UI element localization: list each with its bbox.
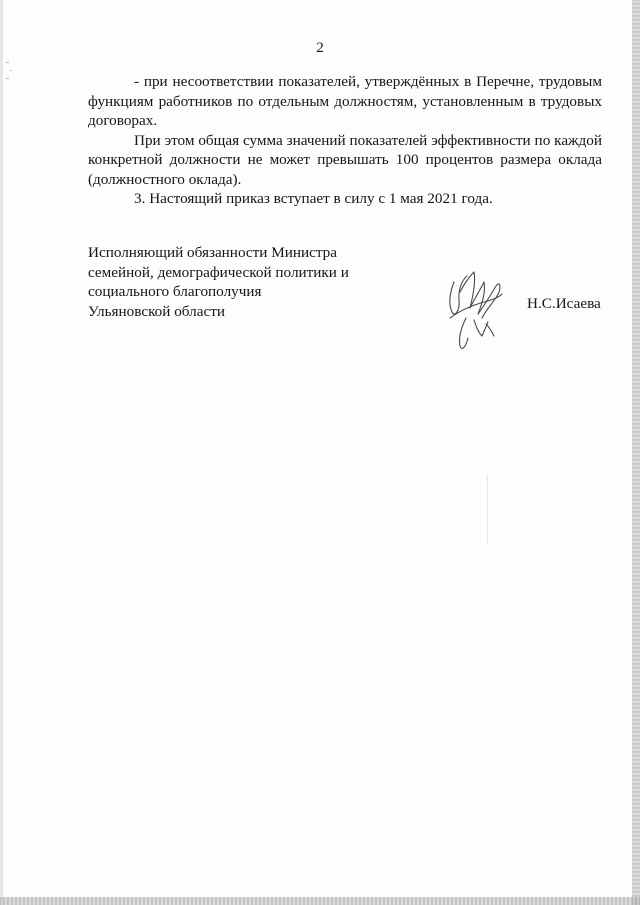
scan-edge-left [0, 0, 3, 905]
signatory-position-line: социального благополучия [88, 283, 262, 300]
signatory-position [88, 243, 408, 321]
signatory-position-line: семейной, демографической политики и [88, 263, 349, 281]
body-text [88, 72, 602, 209]
signatory-position-line: Исполняющий обязанности Министра [88, 244, 337, 261]
scan-speck [487, 475, 488, 545]
scan-speck [10, 70, 12, 71]
scan-edge-bottom [0, 897, 640, 905]
signatory-name: Н.С.Исаева [527, 295, 601, 312]
page-number: 2 [316, 39, 324, 56]
paragraph-mismatch-clause: - при несоответствии показателей, утверждённых в Перечне, трудовым функциям работников по отдельным должностям, установленным в трудовых договорах. [88, 73, 602, 129]
scan-speck [6, 62, 9, 63]
paragraph-total-limit: При этом общая сумма значений показателей эффективности по каждой конкретной должности не может превышать 100 процентов размера оклада (должностного оклада). [88, 131, 602, 188]
paragraph-effective-date: 3. Настоящий приказ вступает в силу с 1 мая 2021 года. [134, 190, 493, 207]
signatory-position-line: Ульяновской области [88, 302, 225, 320]
scan-speck [6, 78, 9, 79]
scan-edge-right [632, 0, 640, 905]
handwritten-signature [440, 262, 512, 354]
